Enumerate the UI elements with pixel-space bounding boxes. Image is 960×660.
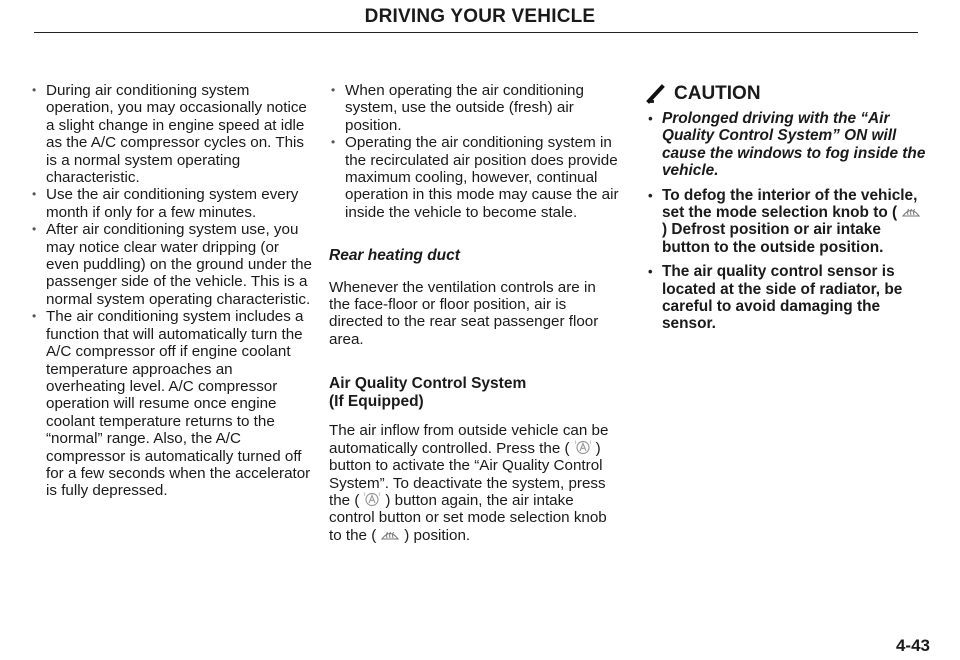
caution-icon xyxy=(646,84,666,104)
caution-heading xyxy=(646,84,926,104)
air-quality-icon xyxy=(363,492,381,507)
air-quality-heading xyxy=(329,375,619,411)
list-item: • During air conditioning system operation, you may occasionally notice a slight change in engine speed at idle as the A/C compressor cycles on. This is a normal system operating characteristic. xyxy=(30,82,312,186)
air-quality-heading-line2: (If Equipped) xyxy=(329,393,424,411)
rear-heating-body: Whenever the ventilation controls are in the face-floor or floor position, air is directed to the rear seat passenger floor area. xyxy=(329,278,599,348)
list-item: • The air quality control sensor is located at the side of radiator, be careful to avoid damaging the sensor. xyxy=(646,263,926,333)
ac-operation-list xyxy=(329,82,619,221)
list-item: • When operating the air conditioning system, use the outside (fresh) air position. xyxy=(329,82,619,134)
air-quality-text-3: ) button again, the air intake control button or set mode selection knob to the ( xyxy=(329,491,607,544)
air-quality-text-1: The air inflow from outside vehicle can be automatically controlled. Press the ( xyxy=(329,422,609,457)
page-number: 4-43 xyxy=(895,636,930,655)
ac-tips-list xyxy=(30,82,312,500)
air-quality-text-2: ) button to activate the “Air Quality Control System”. To deactivate the system, press the ( xyxy=(329,439,606,509)
caution-text: To defog the interior of the vehicle, set the mode selection knob to ( xyxy=(662,186,918,222)
air-quality-text-4: ) position. xyxy=(404,526,471,544)
air-quality-heading-line1: Air Quality Control System xyxy=(329,375,527,393)
air-quality-icon xyxy=(574,440,592,455)
rear-heating-heading: Rear heating duct xyxy=(329,247,460,265)
caution-text: ) Defrost position or air intake button to the outside position. xyxy=(662,221,884,256)
list-item xyxy=(646,187,926,257)
caution-list xyxy=(646,110,926,333)
page-header-title: DRIVING YOUR VEHICLE xyxy=(364,6,596,27)
column-2 xyxy=(329,82,619,544)
defrost-icon xyxy=(380,528,400,541)
defrost-icon xyxy=(901,205,921,218)
column-1 xyxy=(30,82,312,500)
list-item: • The air conditioning system includes a function that will automatically turn the A/C compressor off if engine coolant temperature approaches an overheating level. A/C compressor operation will resume once engine coolant temperature returns to the “normal” range. Also, the A/C compressor is automatically turned off for a few seconds when the accelerator is fully depressed. xyxy=(30,308,312,499)
list-item: • After air conditioning system use, you may notice clear water dripping (or even puddling) on the ground under the passenger side of the vehicle. This is a normal system operating characteristic. xyxy=(30,221,312,308)
air-quality-body xyxy=(329,422,619,544)
header-divider xyxy=(34,32,918,33)
list-item: • Prolonged driving with the “Air Quality Control System” ON will cause the windows to fog inside the vehicle. xyxy=(646,110,926,180)
list-item: • Operating the air conditioning system in the recirculated air position does provide maximum cooling, however, continual operation in this mode may cause the air inside the vehicle to become stale. xyxy=(329,134,619,221)
caution-box xyxy=(646,84,926,340)
caution-title: CAUTION xyxy=(674,83,761,105)
list-item: • Use the air conditioning system every month if only for a few minutes. xyxy=(30,186,312,221)
